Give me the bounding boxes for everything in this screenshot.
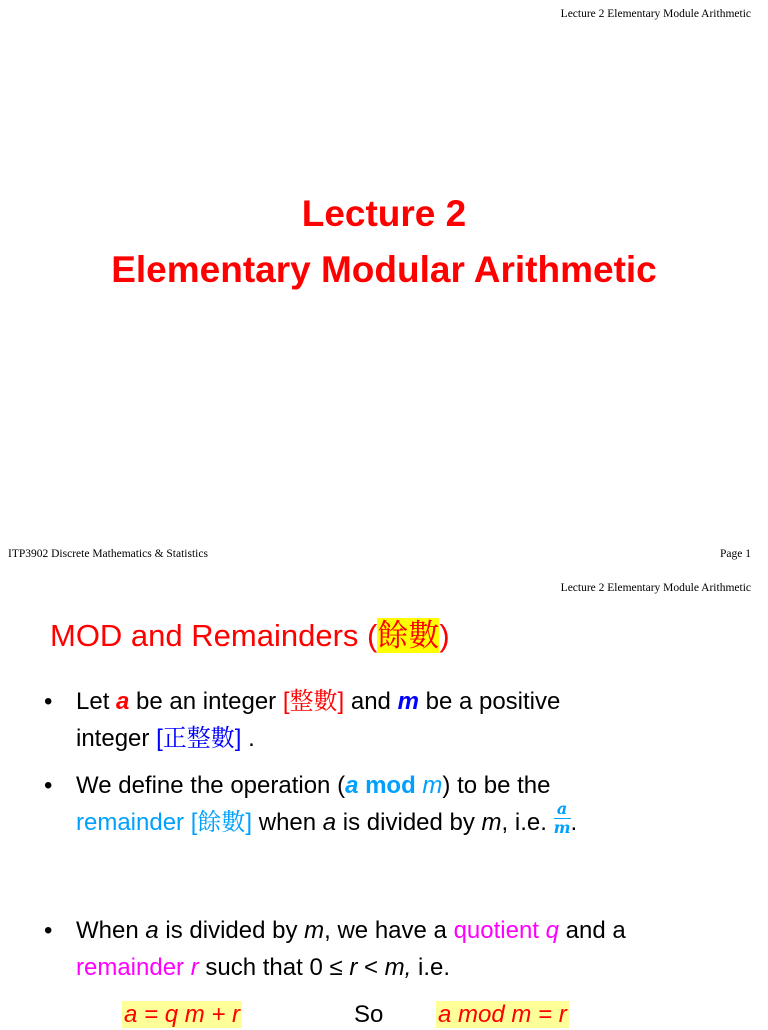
- bullet-line: remainder r such that 0 ≤ r < m, i.e.: [76, 954, 451, 981]
- equation-division: a = q m + r: [124, 1001, 241, 1028]
- bullet-line: We define the operation (a mod m) to be the: [76, 772, 551, 799]
- heading-close: ): [439, 618, 450, 653]
- bullet-dot-icon: •: [44, 917, 53, 944]
- slide-header: Lecture 2 Elementary Module Arithmetic: [560, 8, 751, 20]
- bullet-item: [44, 683, 720, 757]
- section-heading: [50, 614, 450, 658]
- bullet-line: Let a be an integer [整數] and m be a positive: [76, 688, 561, 715]
- bullet-dot-icon: •: [44, 772, 53, 799]
- bullet-item: [44, 912, 720, 986]
- bullet-dot-icon: •: [44, 688, 53, 715]
- fraction-a-over-m: $\frac{a}{m}$: [553, 799, 571, 838]
- equation-so: So: [354, 1001, 384, 1028]
- slide-header: Lecture 2 Elementary Module Arithmetic: [560, 582, 751, 594]
- bullet-item: [44, 767, 720, 841]
- heading-text: MOD and Remainders (: [50, 618, 378, 653]
- bullet-line: integer [正整數] .: [76, 725, 255, 752]
- slide-title-line1: Lecture 2: [301, 193, 467, 234]
- equation-mod: a mod m = r: [438, 1001, 567, 1028]
- slide-footer-course: ITP3902 Discrete Mathematics & Statistics: [8, 548, 208, 560]
- bullet-line: remainder [餘數] when a is divided by m, i.e. $\frac{a}{m}$ .: [76, 799, 578, 838]
- slide-footer-page: Page 1: [720, 548, 751, 560]
- slide-title-line2: Elementary Modular Arithmetic: [111, 249, 657, 290]
- bullet-line: When a is divided by m, we have a quotient q and a: [76, 917, 626, 944]
- heading-chinese: 餘數: [377, 618, 440, 653]
